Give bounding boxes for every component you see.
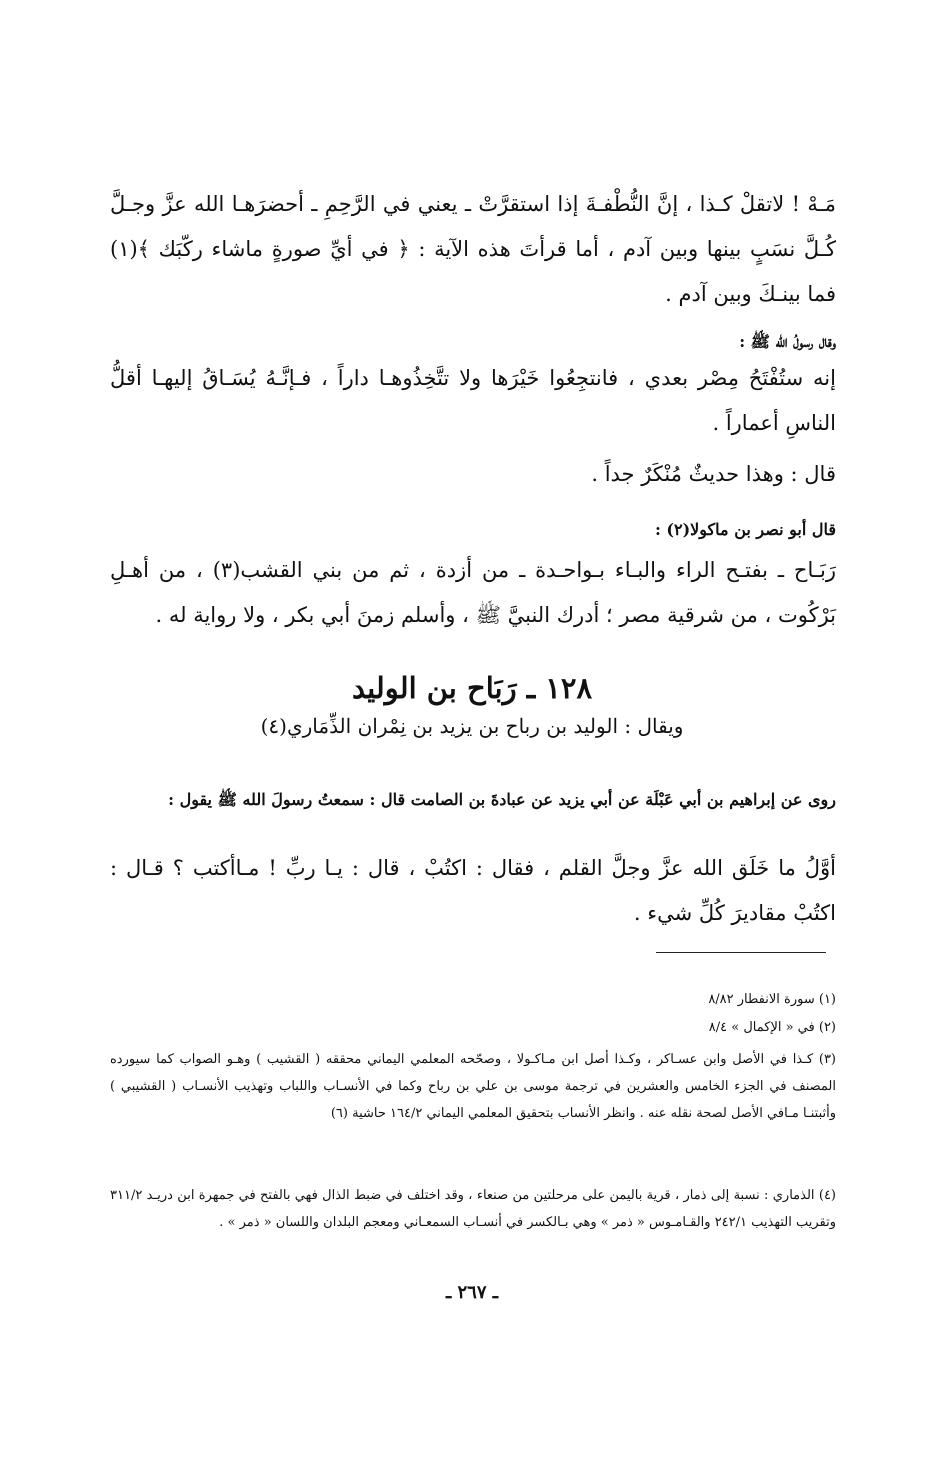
footnote-1: (١) سورة الانفطار ٨/٨٢ [708, 992, 836, 1007]
hadith-paragraph-2: أوَّلُ ما خَلَق الله عزَّ وجلَّ القلم ، فقال : اكتُبْ ، قال : يـا ربِّ ! مـاأكتب ؟ قـال : اكتُبْ مقاديرَ كُلِّ شيء . [110, 856, 836, 925]
body-paragraph-4: رَبَـاح ـ بفتـح الراء والبـاء بـواحـدة ـ من أزدة ، ثم من بني القشب(٣) ، من أهـلِ بَرْكُوت ، من شرقية مصر ؛ أدرك النبيَّ ﷺ ، وأسلم زمنَ أبي بكر ، ولا رواية له . [110, 558, 836, 627]
body-paragraph-1: مَـهْ ! لاتقلْ كـذا ، إنَّ النُّطْفـةَ إذا استقرَّتْ ـ يعني في الرَّحِمِ ـ أحضرَهـا الله عزَّ وجـلَّ كُـلَّ نسَبٍ بينها وبين آدم ، أما قرأتَ هذه الآية : ﴿ في أيِّ صورةٍ ماشاء ركّبَك ﴾(١) فما بينـكَ وبين آدم . [110, 192, 836, 306]
narration-label-1: وقال رسولُ الله ﷺ : [739, 332, 836, 351]
page-number: ـ ٢٦٧ ـ [445, 1282, 499, 1303]
body-paragraph-3: قال : وهذا حديثٌ مُنْكَرٌ جداً . [591, 462, 836, 486]
footnote-2: (٢) في « الإكمال » ٨/٤ [708, 1020, 836, 1035]
footnote-4: (٤) الذماري : نسبة إلى ذمار ، قرية باليمن على مرحلتين من صنعاء ، وقد اختلف في ضبط الذال فهي بالفتح في جمهرة ابن دريـد ٣١١/٢ وتقريب التهذيب ٢٤٢/١ والقـامـوس « ذمر » وهي بـالكسر في أنسـاب السمعـاني ومعجم البلدان واللسان « ذمر » . [110, 1188, 836, 1230]
narration-label-2: قال أبو نصر بن ماكولا(٢) : [654, 520, 836, 539]
hadith-paragraph-1: إنه ستُفْتَحُ مِصْر بعدي ، فانتجِعُوا خَيْرَها ولا تتَّخِذُوهـا داراً ، فـإنَّـهُ يُسَـاقُ إليهـا أقلُّ الناسِ أعماراً . [110, 366, 836, 435]
entry-title: ١٢٨ ـ رَبَاح بن الوليد [351, 671, 593, 705]
narration-label-3: روى عن إبراهيم بن أبي عَبْلَة عن أبي يزيد عن عبادةَ بن الصامت قال : سمعتُ رسولَ الله ﷺ يقول : [168, 790, 836, 809]
footnote-divider [656, 952, 826, 953]
footnote-3: (٣) كـذا في الأصل وابن عسـاكر ، وكـذا أصل ابن مـاكـولا ، وصحّحه المعلمي اليماني محققه ( القشيب ) وهـو الصواب كما سيورده المصنف في الجزء الخامس والعشرين في ترجمة موسى بن علي بن رباح وكما في الأنسـاب واللباب وتهذيب الأنسـاب ( القشيبي ) وأثبتنـا مـافي الأصل لصحة نقله عنه . وانظر الأنساب بتحقيق المعلمي اليماني ١٦٤/٢ حاشية (٦) [110, 1052, 836, 1121]
entry-subtitle: ويقال : الوليد بن رباح بن يزيد بن نِمْران الذِّمَاري(٤) [260, 714, 684, 738]
